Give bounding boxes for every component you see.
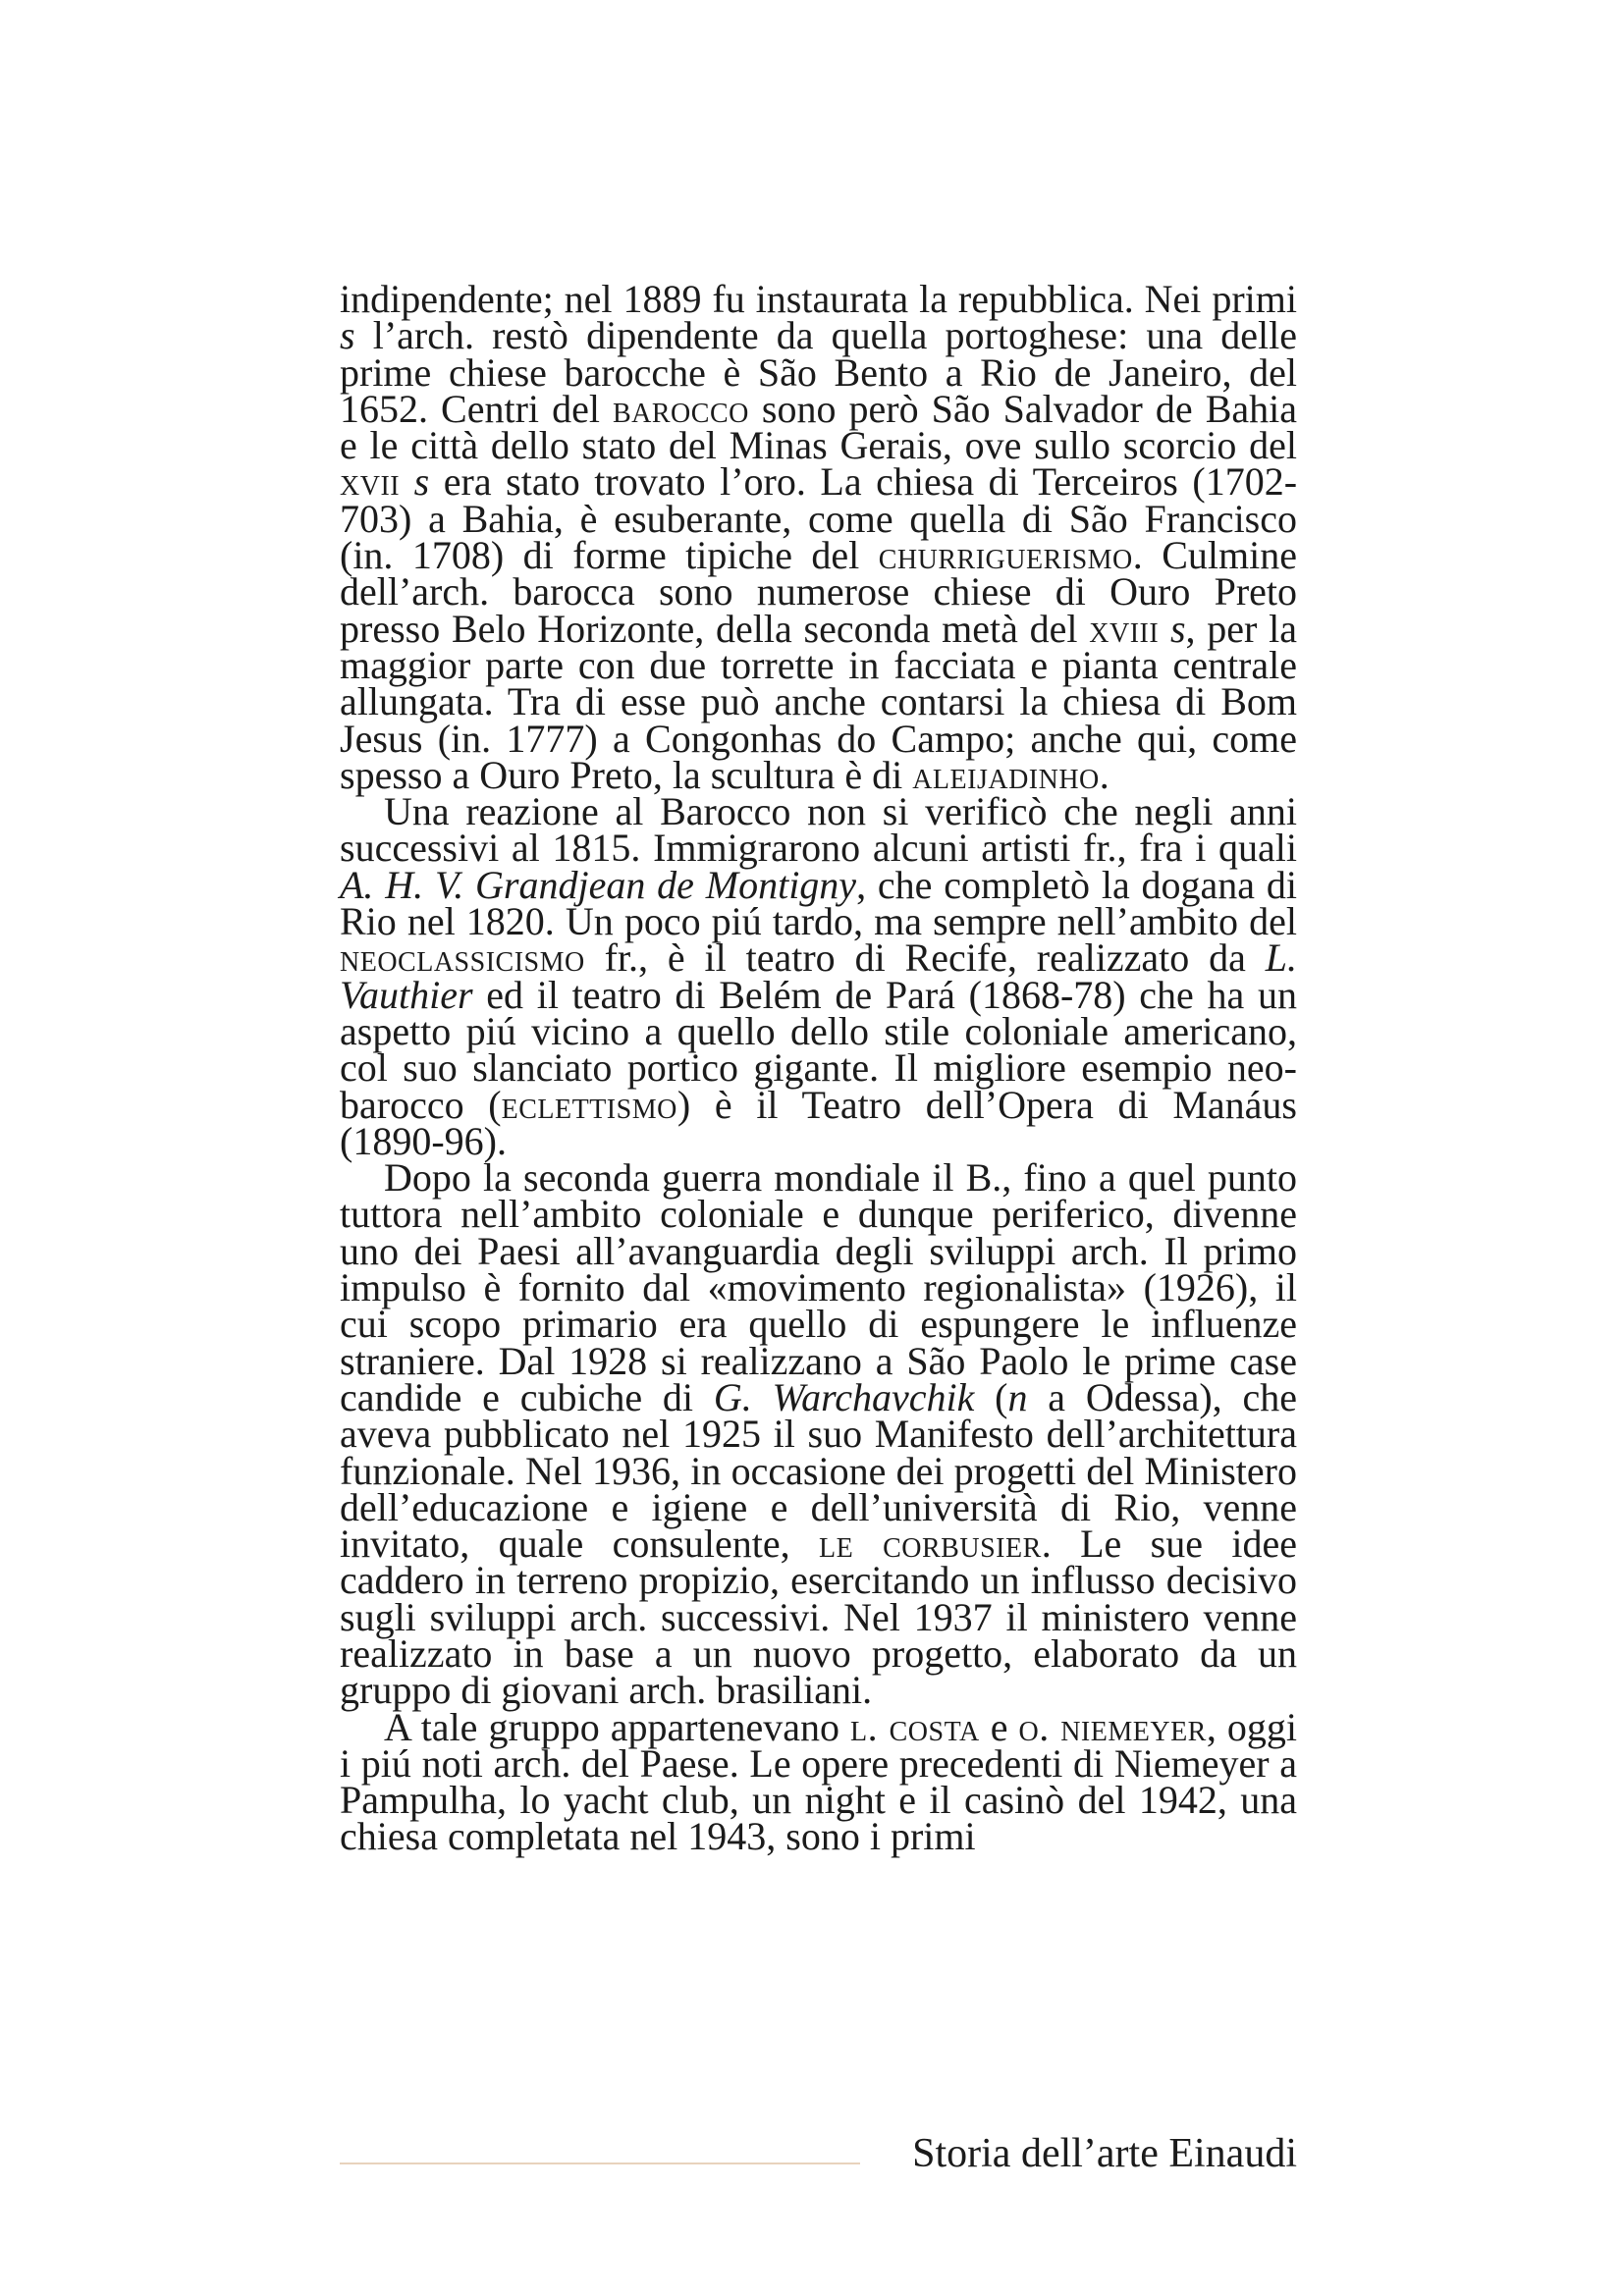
text-run: l’arch. restò dipendente da quella portoghese: una delle prime chiese barocche è São Bento a Rio de Janeiro, del 1652. Centri del <box>340 313 1297 431</box>
text-run: fr., è il teatro di Recife, realizzato da <box>584 935 1266 981</box>
small-caps-term: eclettismo <box>501 1082 677 1127</box>
small-caps-term: o. niemeyer <box>1018 1704 1207 1749</box>
text-run: ) è il Teatro dell’Opera di Manáus (1890-96). <box>340 1082 1297 1163</box>
page-footer <box>340 2130 1297 2189</box>
text-run: , che completò la dogana di Rio nel 1820. Un poco piú tardo, ma sempre nell’ambito del <box>340 862 1297 944</box>
italic-term: n <box>1007 1374 1028 1419</box>
italic-term: A. H. V. Grandjean de Montigny <box>340 862 857 907</box>
footer-rule <box>340 2163 860 2164</box>
text-run: . Le sue idee caddero in terreno propizio, esercitando un influsso decisivo sugli sviluppi arch. successivi. Nel 1937 il ministero venne realizzato in base a un nuovo progetto, elaborato da un gruppo di giovani arch. brasiliani. <box>340 1522 1297 1713</box>
text-run: , per la maggior parte con due torrette in facciata e pianta centrale allungata. Tra di esse può anche contarsi la chiesa di Bom Jesus (in. 1777) a Congonhas do Campo; anche qui, come spesso a Ouro Preto, la scultura è di <box>340 606 1298 797</box>
small-caps-term: xvii <box>340 459 401 505</box>
text-run: . Culmine dell’arch. barocca sono numerose chiese di Ouro Preto presso Belo Horizonte, della seconda metà del <box>340 533 1297 651</box>
paragraph-1 <box>340 277 1298 797</box>
paragraph-3 <box>340 1155 1297 1713</box>
italic-term: G. Warchavchik <box>713 1374 975 1419</box>
text-run: Dopo la seconda guerra mondiale il B., fino a quel punto tuttora nell’ambito coloniale e dunque periferico, divenne uno dei Paesi all’avanguardia degli sviluppi arch. Il primo impulso è fornito dal «movimento regionalista» (1926), il cui scopo primario era quello di espungere le influenze straniere. Dal 1928 si realizzano a São Paolo le prime case candide e cubiche di <box>340 1155 1297 1419</box>
paragraph-4 <box>340 1704 1297 1859</box>
text-run: ed il teatro di Belém de Pará (1868-78) che ha un aspetto piú vicino a quello dello stile coloniale americano, col suo slanciato portico gigante. Il migliore esempio neo-barocco ( <box>340 972 1297 1127</box>
small-caps-term: neoclassicismo <box>340 935 585 981</box>
italic-term: s <box>1169 606 1186 651</box>
text-run: Una reazione al Barocco non si verificò che negli anni successivi al 1815. Immigrarono alcuni artisti fr., fra i quali <box>340 789 1297 871</box>
text-run: indipendente; nel 1889 fu instaurata la repubblica. Nei primi <box>340 277 1297 321</box>
text-run: A tale gruppo appartenevano <box>384 1704 850 1749</box>
small-caps-term: churriguerismo <box>878 533 1133 578</box>
small-caps-term: le corbusier <box>819 1522 1042 1567</box>
text-run: ( <box>974 1374 1008 1419</box>
paragraph-2 <box>340 789 1297 1163</box>
italic-term: s <box>413 459 430 505</box>
italic-term: L. Vauthier <box>340 935 1297 1017</box>
small-caps-term: l. costa <box>850 1704 980 1749</box>
text-run: sono però São Salvador de Bahia e le città dello stato del Minas Gerais, ove sullo scorcio del <box>340 386 1297 468</box>
text-run: a Odessa), che aveva pubblicato nel 1925 il suo Manifesto dell’architettura funzionale. Nel 1936, in occasione dei progetti del Ministero dell’educazione e igiene e dell’università di Rio, venne invitato, quale consulente, <box>340 1374 1297 1567</box>
text-run: era stato trovato l’oro. La chiesa di Terceiros (1702-703) a Bahia, è esuberante, come quella di São Francisco (in. 1708) di forme tipiche del <box>340 459 1298 578</box>
footer-title: Storia dell’arte Einaudi <box>912 2131 1297 2176</box>
text-run: e <box>979 1704 1019 1749</box>
italic-term: s <box>340 313 355 358</box>
small-caps-term: aleijadinho <box>912 752 1100 797</box>
small-caps-term: xviii <box>1089 606 1160 651</box>
small-caps-term: barocco <box>612 386 749 431</box>
text-run: . <box>1099 752 1109 797</box>
body-text <box>340 277 1298 1859</box>
text-run: , oggi i piú noti arch. del Paese. Le opere precedenti di Niemeyer a Pampulha, lo yacht club, un night e il casinò del 1942, una chiesa completata nel 1943, sono i primi <box>340 1704 1297 1859</box>
